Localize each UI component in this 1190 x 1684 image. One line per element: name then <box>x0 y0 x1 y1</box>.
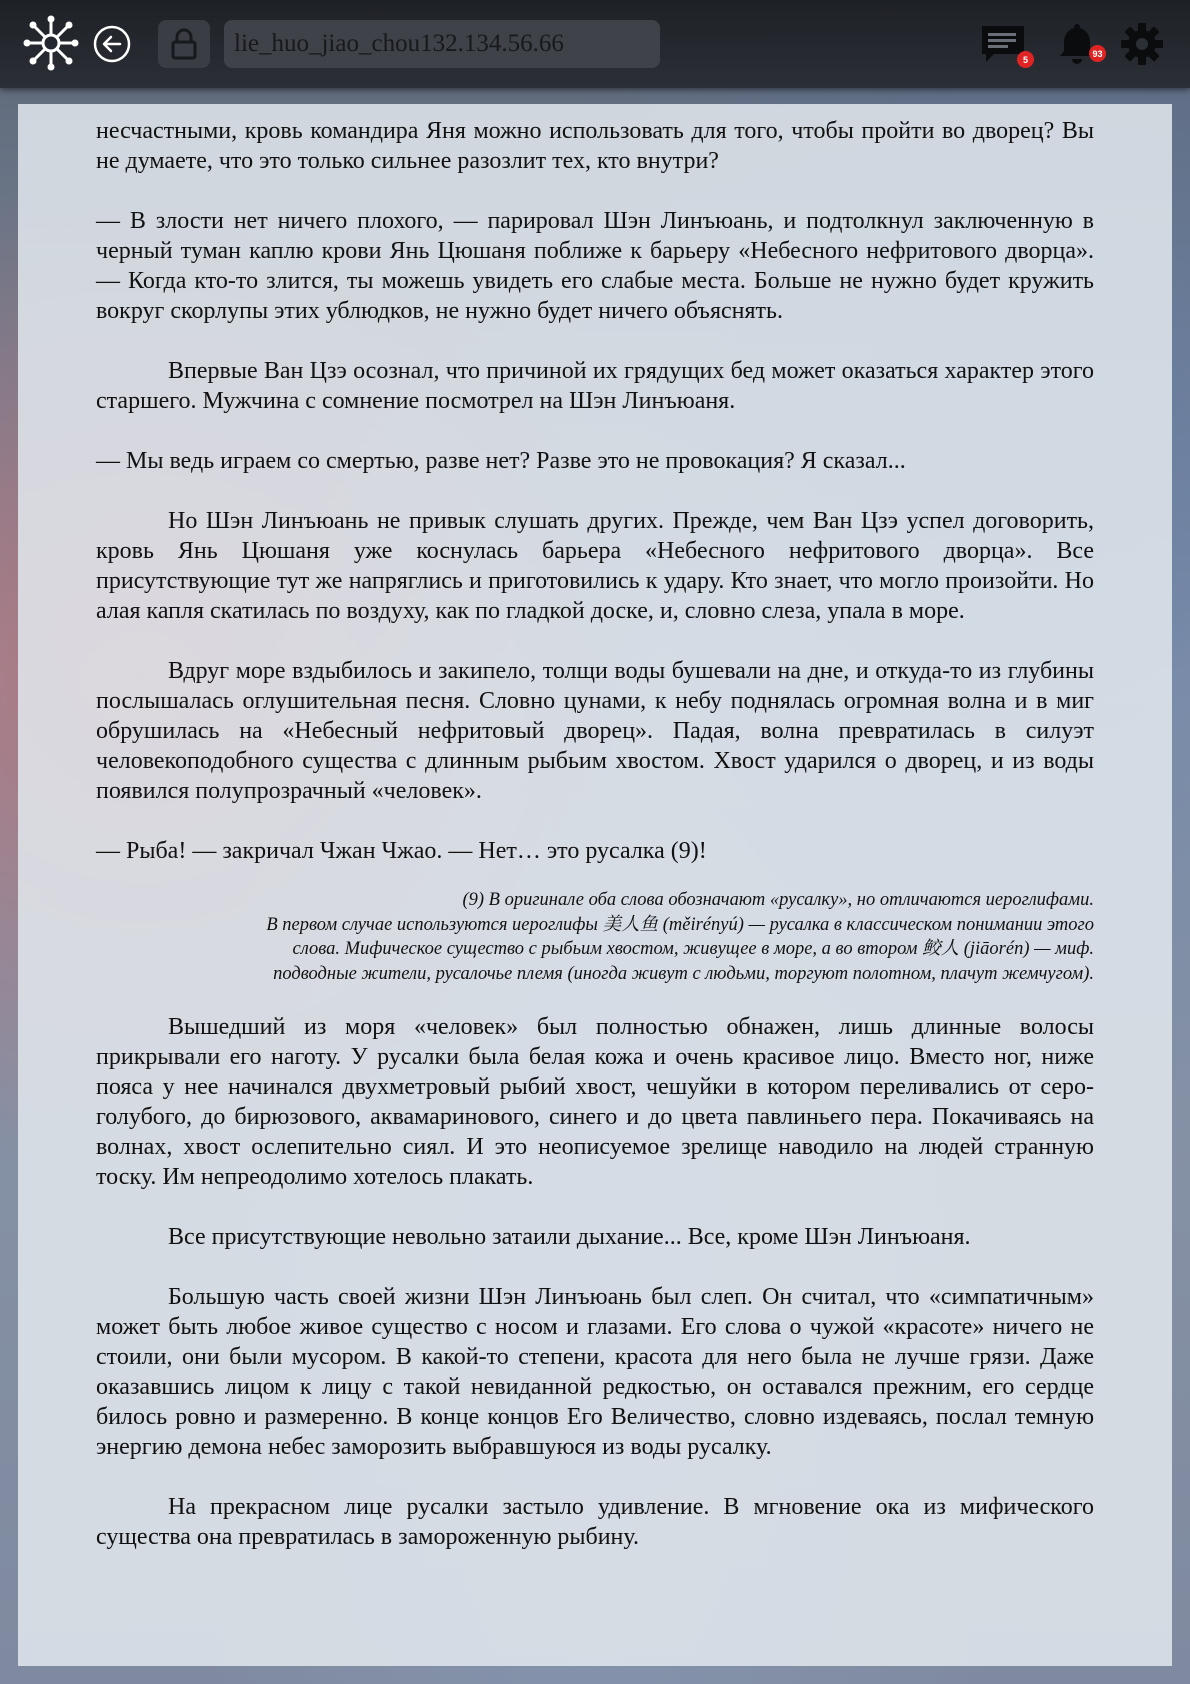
settings-button[interactable] <box>1118 20 1166 68</box>
top-bar <box>0 0 1190 88</box>
notifications-badge: 93 <box>1089 45 1106 62</box>
network-hub-icon[interactable] <box>22 14 80 72</box>
lock-button[interactable] <box>158 20 210 68</box>
paragraph: Все присутствующие невольно затаили дыхание... Все, кроме Шэн Линъюаня. <box>168 1224 971 1250</box>
paragraph: Вышедший из моря «человек» был полностью обнажен, лишь длинные волосы прикрывали его наготу. У русалки была белая кожа и очень красивое лицо. Вместо ног, ниже пояса у нее начинался двухметровый рыбий хвост, чешуйки в котором переливались от серо-голубого, до бирюзового, аквамаринового, синего и до цвета павлиньего пера. Покачиваясь на волнах, хвост ослепительно сиял. И это неописуемое зрелище наводило на людей странную тоску. Им непреодолимо хотелось плакать. <box>96 1014 1094 1190</box>
paragraph: — Мы ведь играем со смертью, разве нет? Разве это не провокация? Я сказал... <box>96 448 906 474</box>
paragraph: Вдруг море вздыбилось и закипело, толщи воды бушевали на дне, и откуда-то из глубины послышалась оглушительная песня. Словно цунами, к небу поднялась огромная волна и в миг обрушилась на «Небесный нефритовый дворец». Падая, волна превратилась в силуэт человекоподобного существа с длинным рыбьим хвостом. Хвост ударился о дворец, и из воды появился полупрозрачный «человек». <box>96 658 1094 804</box>
address-bar[interactable] <box>224 20 660 68</box>
reader-content[interactable] <box>18 104 1172 1666</box>
footnote-line: (9) В оригинале оба слова обозначают «русалку», но отличаются иероглифами. <box>462 890 1094 910</box>
lock-icon <box>169 28 199 60</box>
address-input[interactable] <box>234 30 650 58</box>
paragraph: Большую часть своей жизни Шэн Линъюань был слеп. Он считал, что «симпатичным» может быть любое живое существо с носом и глазами. Его слова о чужой «красоте» ничего не стоили, они были мусором. В какой-то степени, красота для него была не лучше грязи. Даже оказавшись лицом к лицу с такой невиданной редкостью, он оставался прежним, его сердце билось ровно и размеренно. В конце концов Его Величество, словно издеваясь, послал темную энергию демона небес заморозить выбравшуюся из воды русалку. <box>96 1284 1094 1460</box>
gear-icon <box>1120 22 1164 66</box>
back-button[interactable] <box>92 24 132 64</box>
paragraph: — Рыба! — закричал Чжан Чжао. — Нет… это русалка (9)! <box>96 838 707 864</box>
paragraph: несчастными, кровь командира Яня можно использовать для того, чтобы пройти во дворец? Вы не думаете, что это только сильнее разозлит тех, кто внутри? <box>96 118 1094 174</box>
footnote-line: подводные жители, русалочье племя (иногда живут с людьми, торгуют полотном, плачут жемчугом). <box>273 963 1094 984</box>
footnote <box>96 888 1094 986</box>
paragraph: Но Шэн Линъюань не привык слушать других. Прежде, чем Ван Цзэ успел договорить, кровь Янь Цюшаня уже коснулась барьера «Небесного нефритового дворца». Все присутствующие тут же напряглись и приготовились к удару. Кто знает, что могло произойти. Но алая капля скатилась по воздуху, как по гладкой доске, и, словно слеза, упала в море. <box>96 508 1094 624</box>
notifications-button[interactable] <box>1054 20 1103 66</box>
back-arrow-icon <box>92 24 132 64</box>
footnote-line: слова. Мифическое существо с рыбьим хвостом, живущее в море, а во втором 鲛人 (jiāorén) — миф. <box>292 939 1094 959</box>
paragraph: Впервые Ван Цзэ осознал, что причиной их грядущих бед может оказаться характер этого старшего. Мужчина с сомнение посмотрел на Шэн Линъюаня. <box>96 358 1094 414</box>
footnote-line: В первом случае используются иероглифы 美人鱼 (měirényú) — русалка в классическом понимании этого <box>266 914 1094 935</box>
paragraph: На прекрасном лице русалки застыло удивление. В мгновение ока из мифического существа она превратилась в замороженную рыбину. <box>96 1494 1094 1550</box>
messages-button[interactable] <box>978 22 1028 66</box>
paragraph: — В злости нет ничего плохого, — парировал Шэн Линъюань, и подтолкнул заключенную в черный туман каплю крови Янь Цюшаня поближе к барьеру «Небесного нефритового дворца». — Когда кто-то злится, ты можешь увидеть его слабые места. Больше не нужно будет кружить вокруг скорлупы этих ублюдков, не нужно будет ничего объяснять. <box>96 208 1094 324</box>
messages-badge: 5 <box>1017 51 1034 68</box>
